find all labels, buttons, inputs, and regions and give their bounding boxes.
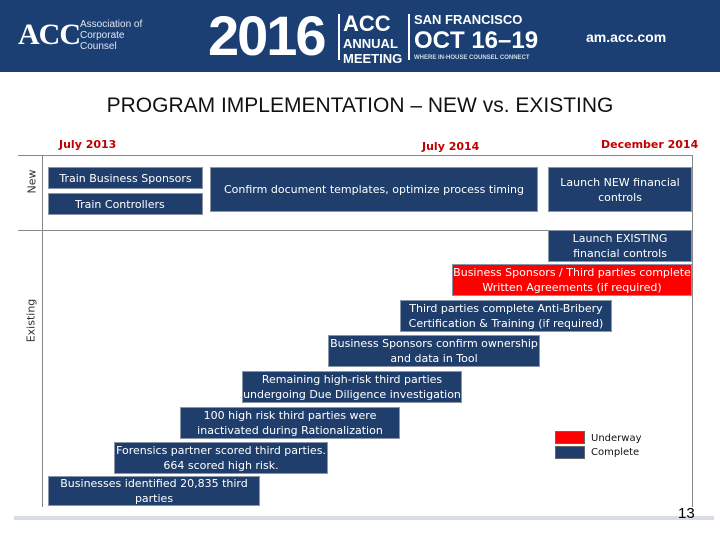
acc-label: ACC (343, 11, 391, 36)
forensics-box (114, 442, 328, 474)
confirm-templates-box (210, 167, 538, 212)
businesses-identified-label: Businesses identified 20,835 third parties (60, 477, 248, 505)
forensics-label: Forensics partner scored third parties. 664 scored high risk. (116, 444, 326, 472)
banner-divider (338, 14, 340, 60)
acc-logo: ACC (18, 18, 80, 51)
confirm-ownership-label: Business Sponsors confirm ownership and data in Tool (330, 337, 538, 365)
city-label: SAN FRANCISCO (414, 12, 523, 27)
businesses-identified-box (48, 476, 260, 506)
confirm-ownership-box (328, 335, 540, 367)
location-block (414, 12, 538, 61)
written-agreements-box (452, 264, 692, 296)
row-label-divider (18, 155, 42, 156)
train-controllers-label: Train Controllers (75, 197, 165, 211)
anti-bribery-label: Third parties complete Anti-Bribery Certification & Training (if required) (408, 302, 604, 330)
anti-bribery-box (400, 300, 612, 332)
train-business-sponsors-box (48, 167, 203, 189)
launch-existing-controls-label: Launch EXISTING financial controls (572, 232, 668, 260)
row-divider-vertical (42, 155, 43, 507)
annual-label: ANNUAL (343, 36, 398, 51)
event-banner (0, 0, 720, 72)
train-business-sponsors-label: Train Business Sponsors (59, 171, 192, 185)
rationalization-label: 100 high risk third parties were inactivated during Rationalization (197, 409, 383, 437)
meeting-label: MEETING (343, 51, 403, 66)
annual-meeting-block (343, 12, 402, 66)
grid-top-line (42, 155, 692, 156)
timeline-july-2014: July 2014 (422, 140, 480, 153)
confirm-templates-label: Confirm document templates, optimize process timing (224, 183, 524, 196)
legend-complete-label: Complete (591, 447, 640, 458)
timeline-december-2014: December 2014 (601, 138, 699, 151)
slide-title: PROGRAM IMPLEMENTATION – NEW vs. EXISTING (106, 94, 614, 117)
launch-new-controls-label: Launch NEW financial controls (560, 175, 680, 204)
launch-existing-controls-box (548, 230, 692, 262)
grid-right-line (692, 155, 693, 507)
page-number: 13 (678, 505, 695, 522)
due-diligence-label: Remaining high-risk third parties undergoing Due Diligence investigation (243, 373, 461, 401)
legend-underway-swatch (555, 431, 585, 444)
footer-bar (14, 516, 714, 520)
written-agreements-label: Business Sponsors / Third parties complete Written Agreements (if required) (453, 266, 691, 294)
legend-complete-swatch (555, 446, 585, 459)
banner-year: 2016 (208, 4, 325, 67)
rationalization-box (180, 407, 400, 439)
due-diligence-box (242, 371, 462, 403)
timeline-july-2013: July 2013 (59, 138, 117, 151)
legend-underway-label: Underway (591, 433, 642, 444)
row-label-divider (18, 230, 42, 231)
acc-logo-text: Association of Corporate Counsel (80, 19, 143, 52)
launch-new-controls-box (548, 167, 692, 212)
row-label-new: New (25, 169, 39, 194)
dates-label: OCT 16–19 (414, 27, 539, 54)
row-label-existing: Existing (24, 298, 38, 343)
tagline-label: WHERE IN-HOUSE COUNSEL CONNECT (414, 55, 530, 61)
website-url[interactable]: am.acc.com (586, 29, 667, 45)
train-controllers-box (48, 193, 203, 215)
banner-divider (408, 14, 410, 60)
